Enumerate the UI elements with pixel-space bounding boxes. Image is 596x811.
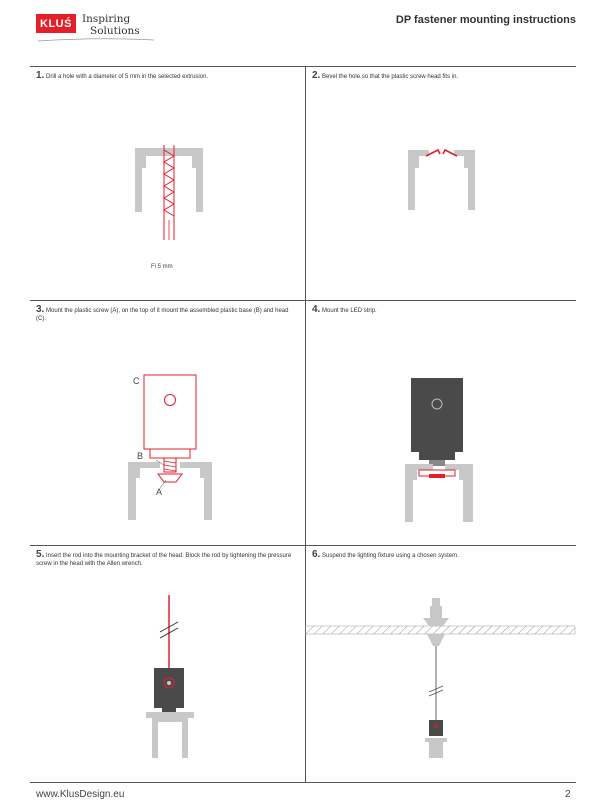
step-2-number: 2. [312, 70, 321, 81]
extrusion-profile [135, 148, 203, 212]
base-b [150, 449, 190, 458]
label-c: C [133, 376, 140, 386]
figure-bevel [400, 140, 490, 220]
step-4-number: 4. [312, 304, 321, 315]
label-b: B [137, 451, 144, 461]
step-4 [312, 306, 574, 315]
step-3 [36, 306, 298, 323]
step-1-text: Drill a hole with a diameter of 5 mm in the selected extrusion. [46, 74, 209, 80]
logo-swoosh [36, 36, 156, 44]
step-2-text: Bevel the hole so that the plastic screw head fits in. [322, 74, 459, 80]
logo-tagline-2: Solutions [90, 25, 140, 37]
klus-logo [36, 14, 156, 42]
figure-drill-hole [120, 140, 220, 270]
divider-bottom [30, 782, 576, 783]
divider-top [30, 66, 576, 67]
step-3-text: Mount the plastic screw (A), on the top of it mount the assembled plastic base (B) and head (C). [36, 308, 289, 322]
figure-assembly [120, 370, 230, 530]
page-header [0, 0, 596, 60]
step-4-text: Mount the LED strip. [322, 308, 377, 314]
head-c [144, 375, 196, 449]
divider-row-1 [30, 300, 576, 301]
divider-row-2 [30, 545, 576, 546]
figure-led-strip [395, 372, 490, 532]
step-5-number: 5. [36, 549, 45, 560]
page-title: DP fastener mounting instructions [395, 14, 576, 26]
step-6-text: Suspend the lighting fixture using a chosen system. [322, 553, 459, 559]
ceiling [305, 626, 575, 634]
step-5 [36, 551, 298, 568]
dark-head [411, 378, 463, 452]
step-3-number: 3. [36, 304, 45, 315]
drill-bit [164, 150, 174, 216]
step-6 [312, 551, 574, 560]
step-1-number: 1. [36, 70, 45, 81]
page-number: 2 [565, 789, 571, 800]
fig1-caption: Fi 5 mm [151, 264, 173, 270]
figure-rod [140, 590, 200, 765]
footer-url: www.KlusDesign.eu [36, 789, 125, 800]
step-1 [36, 72, 298, 81]
step-2 [312, 72, 574, 81]
label-a: A [156, 487, 163, 497]
logo-tagline-1: Inspiring [82, 13, 131, 25]
logo-brand: KLUŚ [36, 14, 76, 33]
figure-suspension [305, 592, 577, 772]
step-6-number: 6. [312, 549, 321, 560]
step-5-text: Insert the rod into the mounting bracket of the head. Block the rod by tightening the pressure screw in the head with the Allen wrench. [36, 553, 292, 567]
